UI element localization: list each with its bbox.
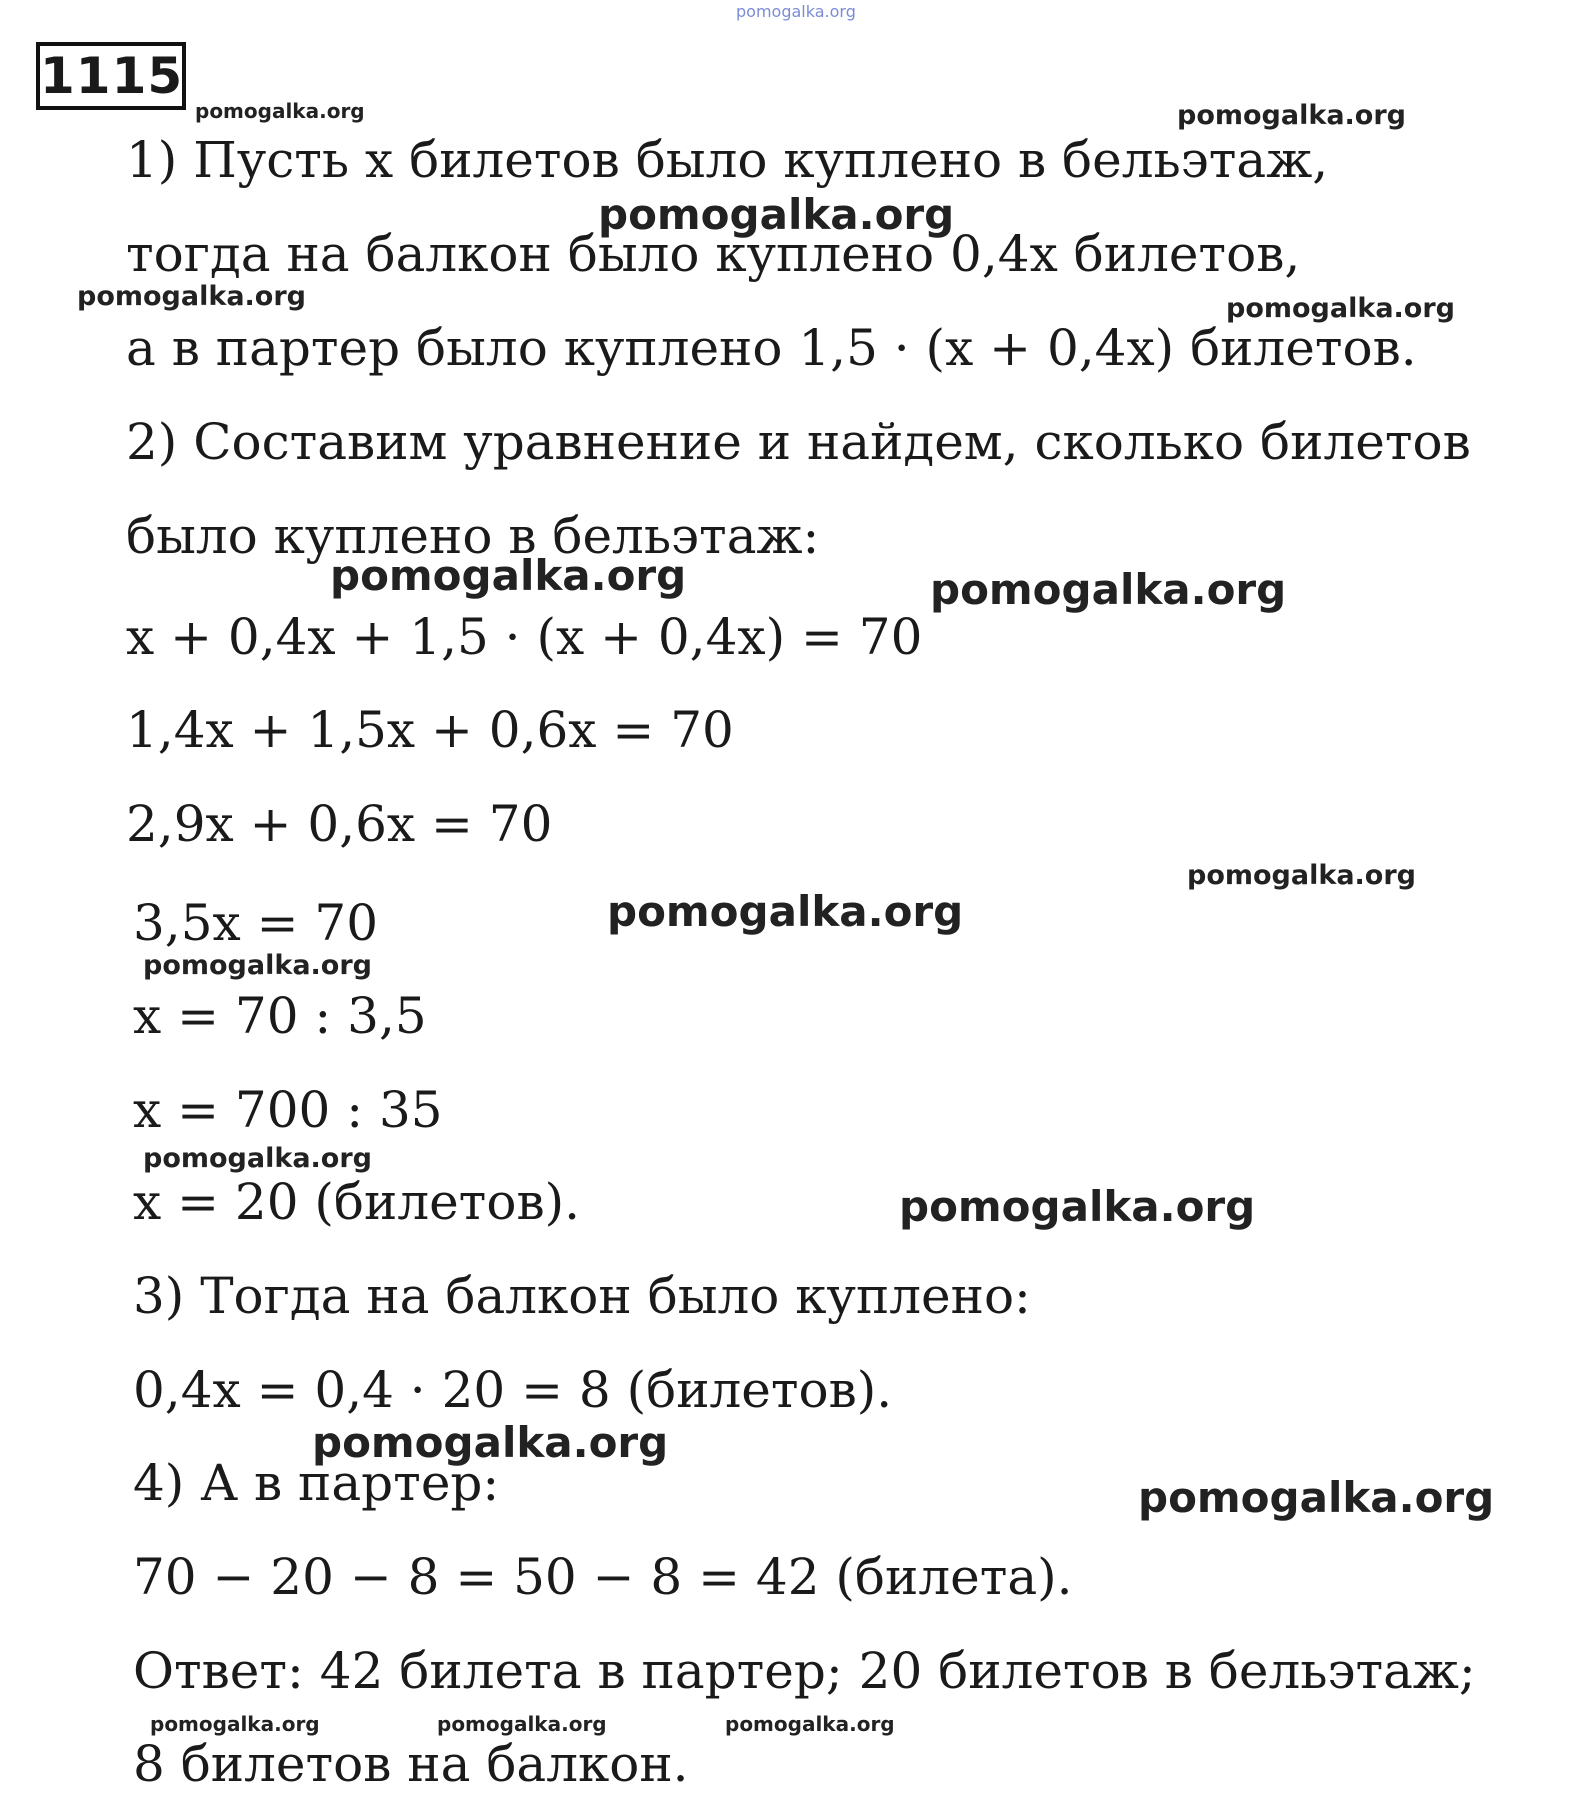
watermark: pomogalka.org <box>330 551 687 600</box>
watermark: pomogalka.org <box>736 2 856 21</box>
equation-line: x + 0,4x + 1,5 · (x + 0,4x) = 70 <box>126 608 923 666</box>
equation-line: x = 70 : 3,5 <box>133 987 427 1045</box>
watermark: pomogalka.org <box>1226 293 1455 324</box>
answer-line: Ответ: 42 билета в партер; 20 билетов в бельэтаж; <box>133 1642 1476 1700</box>
watermark: pomogalka.org <box>195 99 365 123</box>
watermark: pomogalka.org <box>150 1712 320 1736</box>
solution-line: 1) Пусть x билетов было куплено в бельэтаж, <box>126 131 1329 189</box>
equation-line: 3,5x = 70 <box>133 894 379 952</box>
solution-line: 3) Тогда на балкон было куплено: <box>133 1267 1031 1325</box>
watermark: pomogalka.org <box>1187 860 1416 891</box>
watermark: pomogalka.org <box>312 1418 669 1467</box>
watermark: pomogalka.org <box>598 190 955 239</box>
solution-line: тогда на балкон было куплено 0,4x билетов, <box>126 225 1301 283</box>
watermark: pomogalka.org <box>607 887 964 936</box>
equation-line: x = 700 : 35 <box>133 1081 443 1139</box>
solution-line: а в партер было куплено 1,5 · (x + 0,4x) билетов. <box>126 319 1417 377</box>
watermark: pomogalka.org <box>1177 100 1406 131</box>
problem-number: 1115 <box>36 42 186 110</box>
solution-line: было куплено в бельэтаж: <box>126 507 820 565</box>
watermark: pomogalka.org <box>1138 1473 1495 1522</box>
equation-line: 2,9x + 0,6x = 70 <box>126 795 553 853</box>
solution-line: 4) А в партер: <box>133 1454 500 1512</box>
watermark: pomogalka.org <box>437 1712 607 1736</box>
equation-line: 1,4x + 1,5x + 0,6x = 70 <box>126 701 734 759</box>
watermark: pomogalka.org <box>899 1182 1256 1231</box>
equation-line: 0,4x = 0,4 · 20 = 8 (билетов). <box>133 1361 893 1419</box>
answer-line: 8 билетов на балкон. <box>133 1735 689 1793</box>
equation-line: 70 − 20 − 8 = 50 − 8 = 42 (билета). <box>133 1548 1073 1606</box>
watermark: pomogalka.org <box>143 950 372 981</box>
equation-line: x = 20 (билетов). <box>133 1173 580 1231</box>
watermark: pomogalka.org <box>930 565 1287 614</box>
watermark: pomogalka.org <box>725 1712 895 1736</box>
solution-line: 2) Составим уравнение и найдем, сколько билетов <box>126 413 1471 471</box>
watermark: pomogalka.org <box>77 281 306 312</box>
watermark: pomogalka.org <box>143 1143 372 1174</box>
